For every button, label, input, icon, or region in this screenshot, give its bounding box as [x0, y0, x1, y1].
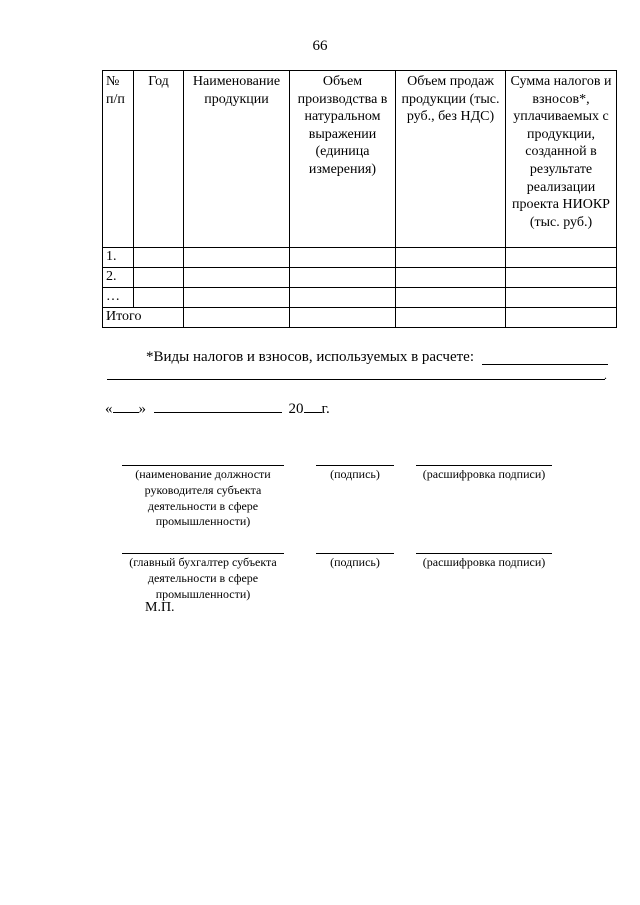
table-cell	[184, 308, 290, 328]
tax-types-footnote: *Виды налогов и взносов, используемых в расчете:	[146, 349, 474, 365]
close-quote: »	[138, 401, 146, 417]
table-cell	[506, 288, 617, 308]
table-cell	[506, 248, 617, 268]
header-sales-volume: Объем продаж продукции (тыс. руб., без НДС)	[396, 71, 506, 248]
table-cell	[290, 288, 396, 308]
total-label: Итого	[103, 308, 184, 328]
table-header-row	[103, 71, 617, 248]
table-cell	[290, 308, 396, 328]
total-row	[103, 308, 617, 328]
row-number: 1.	[103, 248, 134, 268]
open-quote: «	[105, 401, 113, 417]
table-cell	[134, 268, 184, 288]
day-blank	[113, 411, 139, 413]
row-number: …	[103, 288, 134, 308]
table-cell	[506, 268, 617, 288]
date-line	[105, 401, 330, 418]
year-blank	[304, 411, 322, 413]
signature-caption: (подпись)	[330, 467, 380, 481]
year-prefix: 20	[288, 401, 304, 417]
decoding-caption: (расшифровка подписи)	[422, 555, 546, 569]
table-cell	[184, 288, 290, 308]
year-suffix: г.	[321, 401, 330, 417]
table-row	[103, 248, 617, 268]
table-cell	[290, 268, 396, 288]
decoding-line	[416, 553, 552, 554]
accountant-caption: (главный бухгалтер субъекта деятельности в сфере промышленности)	[129, 555, 277, 601]
table-cell	[396, 288, 506, 308]
signature-line	[316, 465, 394, 466]
table-cell	[134, 248, 184, 268]
table-cell	[396, 268, 506, 288]
month-blank	[154, 411, 282, 413]
table-cell	[396, 248, 506, 268]
position-caption: (наименование должности руководителя субъекта деятельности в сфере промышленности)	[135, 467, 271, 529]
position-line	[122, 465, 284, 466]
table-cell	[506, 308, 617, 328]
header-number: № п/п	[103, 71, 134, 248]
table-row	[103, 288, 617, 308]
signature-line	[316, 553, 394, 554]
row-number: 2.	[103, 268, 134, 288]
table-cell	[184, 268, 290, 288]
table-row	[103, 268, 617, 288]
table-cell	[184, 248, 290, 268]
accountant-line	[122, 553, 284, 554]
table-cell	[396, 308, 506, 328]
decoding-line	[416, 465, 552, 466]
table-cell	[290, 248, 396, 268]
header-product-name: Наименование продукции	[184, 71, 290, 248]
page-number: 66	[312, 38, 328, 54]
table-cell	[134, 288, 184, 308]
header-production-volume: Объем производства в натуральном выражении (единица измерения)	[290, 71, 396, 248]
footnote-period: .	[604, 368, 607, 382]
stamp-label: М.П.	[145, 600, 175, 615]
header-tax-sum: Сумма налогов и взносов*, уплачиваемых с продукции, созданной в результате реализации проекта НИОКР (тыс. руб.)	[506, 71, 617, 248]
product-table	[102, 70, 617, 328]
decoding-caption: (расшифровка подписи)	[422, 467, 546, 481]
signature-caption: (подпись)	[330, 555, 380, 569]
tax-types-fill-line-2	[107, 379, 605, 380]
header-year: Год	[134, 71, 184, 248]
tax-types-fill-line	[482, 364, 608, 365]
